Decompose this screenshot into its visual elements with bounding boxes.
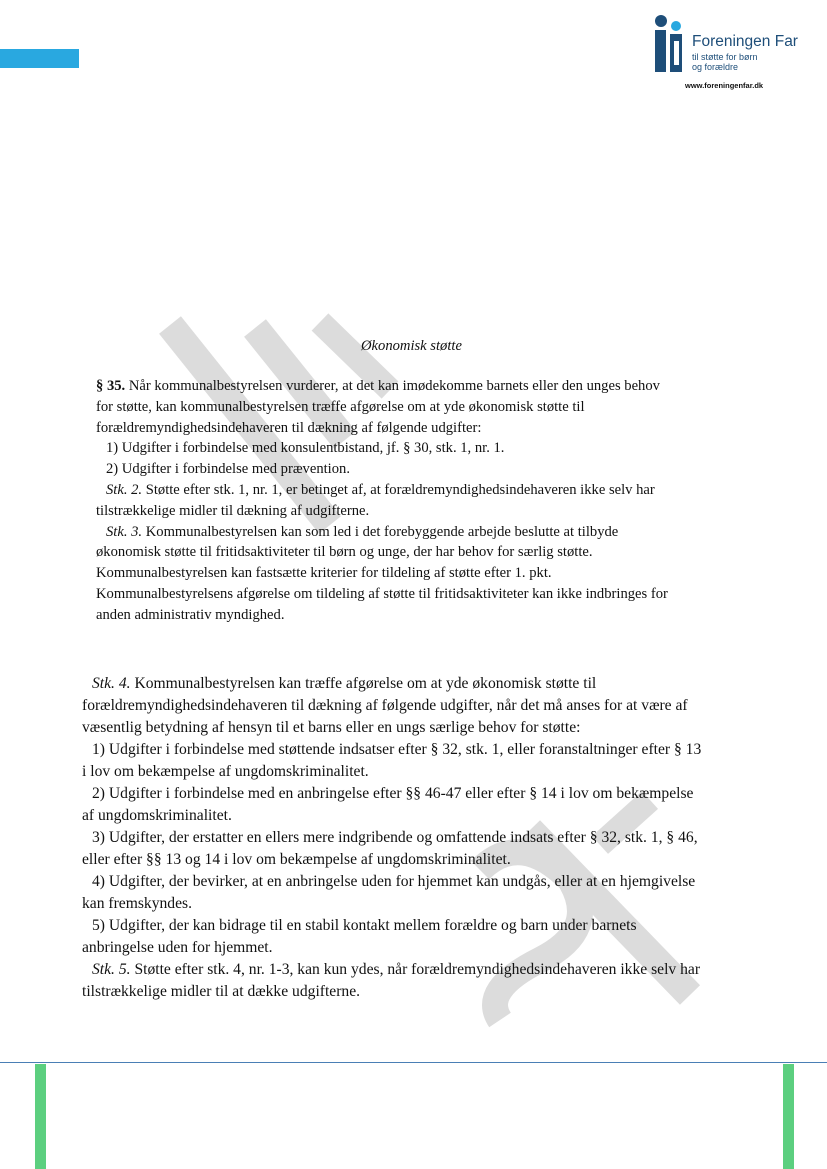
website-url: www.foreningenfar.dk bbox=[685, 81, 764, 90]
text-line bbox=[82, 959, 701, 981]
stk-label: Stk. 4. bbox=[92, 675, 131, 692]
text-line bbox=[82, 673, 701, 695]
footer-bar-right bbox=[783, 1064, 794, 1169]
footer-divider bbox=[0, 1062, 827, 1063]
stk-label: Stk. 2. bbox=[106, 481, 143, 498]
list-item: 1) Udgifter i forbindelse med støttende indsatser efter § 32, stk. 1, eller foranstaltninger efter § 13 bbox=[92, 741, 702, 758]
footer-bar-left bbox=[35, 1064, 46, 1169]
paragraph-35 bbox=[96, 376, 668, 626]
text-span: Kommunalbestyrelsen kan som led i det forebyggende arbejde beslutte at tilbyde bbox=[142, 523, 619, 540]
text-line: forældremyndighedsindehaveren til dækning af følgende udgifter, når det må anses for at være af bbox=[82, 697, 688, 714]
text-line: eller efter §§ 13 og 14 i lov om bekæmpelse af ungdomskriminalitet. bbox=[82, 851, 511, 868]
section-heading: Økonomisk støtte bbox=[361, 338, 462, 354]
stk-label: Stk. 5. bbox=[92, 961, 131, 978]
text-line: anbringelse uden for hjemmet. bbox=[82, 939, 273, 956]
logo-subtitle-line: til støtte for børn bbox=[692, 52, 758, 62]
list-item: 2) Udgifter i forbindelse med en anbringelse efter §§ 46-47 eller efter § 14 i lov om bekæmpelse bbox=[92, 785, 694, 802]
list-item: 4) Udgifter, der bevirker, at en anbringelse uden for hjemmet kan undgås, eller at en hjemgivelse bbox=[92, 873, 696, 890]
text-line: forældremyndighedsindehaveren til dækning af følgende udgifter: bbox=[96, 419, 482, 436]
text-line: væsentlig betydning af hensyn til et barns eller en ungs særlige behov for støtte: bbox=[82, 719, 581, 736]
text-span: Støtte efter stk. 1, nr. 1, er betinget af, at forældremyndighedsindehaveren ikke selv har bbox=[142, 481, 655, 498]
stk-label: Stk. 3. bbox=[106, 523, 143, 540]
logo-subtitle-line: og forældre bbox=[692, 62, 739, 72]
text-line bbox=[96, 522, 668, 543]
text-line: tilstrækkelige midler til at dække udgifterne. bbox=[82, 983, 361, 1000]
text-line: Kommunalbestyrelsens afgørelse om tildeling af støtte til fritidsaktiviteter kan ikke indbringes for bbox=[96, 585, 668, 602]
paragraph-stk4 bbox=[82, 673, 701, 1003]
list-item: 3) Udgifter, der erstatter en ellers mere indgribende og omfattende indsats efter § 32, stk. 1, § 46, bbox=[92, 829, 698, 846]
text-line bbox=[96, 376, 668, 397]
text-line: Kommunalbestyrelsen kan fastsætte kriterier for tildeling af støtte efter 1. pkt. bbox=[96, 565, 552, 582]
paragraph-mark: § 35. bbox=[96, 378, 126, 394]
text-line: for støtte, kan kommunalbestyrelsen træffe afgørelse om at yde økonomisk støtte til bbox=[96, 398, 585, 415]
text-line: af ungdomskriminalitet. bbox=[82, 807, 232, 824]
text-line: økonomisk støtte til fritidsaktiviteter til børn og unge, der har behov for særlig støtte. bbox=[96, 544, 593, 561]
logo-title: Foreningen Far bbox=[692, 33, 798, 50]
text-span: Kommunalbestyrelsen kan træffe afgørelse om at yde økonomisk støtte til bbox=[130, 675, 597, 692]
text-line: i lov om bekæmpelse af ungdomskriminalitet. bbox=[82, 763, 369, 780]
text-line bbox=[96, 480, 668, 501]
text-line: kan fremskyndes. bbox=[82, 895, 192, 912]
list-item: 2) Udgifter i forbindelse med prævention. bbox=[106, 461, 350, 478]
text-line: anden administrativ myndighed. bbox=[96, 606, 285, 623]
text-line: tilstrækkelige midler til dækning af udgifterne. bbox=[96, 502, 370, 519]
list-item: 5) Udgifter, der kan bidrage til en stabil kontakt mellem forældre og barn under barnets bbox=[92, 917, 637, 934]
text-span: Støtte efter stk. 4, nr. 1-3, kan kun ydes, når forældremyndighedsindehaveren ikke selv har bbox=[130, 961, 701, 978]
text-span: Når kommunalbestyrelsen vurderer, at det kan imødekomme barnets eller den unges behov bbox=[125, 378, 660, 394]
list-item: 1) Udgifter i forbindelse med konsulentbistand, jf. § 30, stk. 1, nr. 1. bbox=[106, 440, 505, 457]
